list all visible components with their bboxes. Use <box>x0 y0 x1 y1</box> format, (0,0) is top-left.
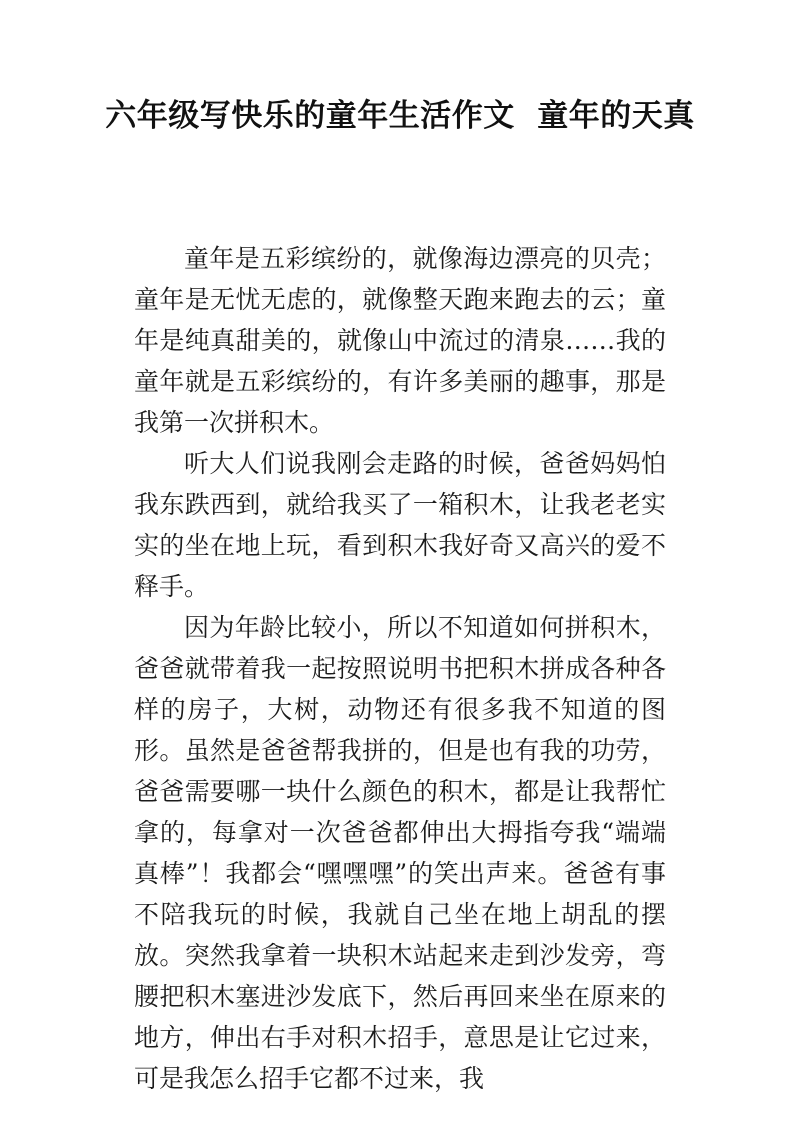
paragraph: 因为年龄比较小，所以不知道如何拼积木，爸爸就带着我一起按照说明书把积木拼成各种各样的房子，大树，动物还有很多我不知道的图形。虽然是爸爸帮我拼的，但是也有我的功劳，爸爸需要哪一块什么颜色的积木，都是让我帮忙拿的，每拿对一次爸爸都伸出大拇指夸我“端端真棒”！我都会“嘿嘿嘿”的笑出声来。爸爸有事不陪我玩的时候，我就自己坐在地上胡乱的摆放。突然我拿着一块积木站起来走到沙发旁，弯腰把积木塞进沙发底下，然后再回来坐在原来的地方，伸出右手对积木招手，意思是让它过来，可是我怎么招手它都不过来，我 <box>134 613 666 1093</box>
paragraph: 听大人们说我刚会走路的时候，爸爸妈妈怕我东跌西到，就给我买了一箱积木，让我老老实实的坐在地上玩，看到积木我好奇又高兴的爱不释手。 <box>134 449 666 601</box>
document-title: 六年级写快乐的童年生活作文 童年的天真 <box>105 98 695 134</box>
document-body <box>134 238 666 1099</box>
paragraph: 童年是五彩缤纷的，就像海边漂亮的贝壳；童年是无忧无虑的，就像整天跑来跑去的云；童年是纯真甜美的，就像山中流过的清泉……我的童年就是五彩缤纷的，有许多美丽的趣事，那是我第一次拼积木。 <box>134 244 666 437</box>
